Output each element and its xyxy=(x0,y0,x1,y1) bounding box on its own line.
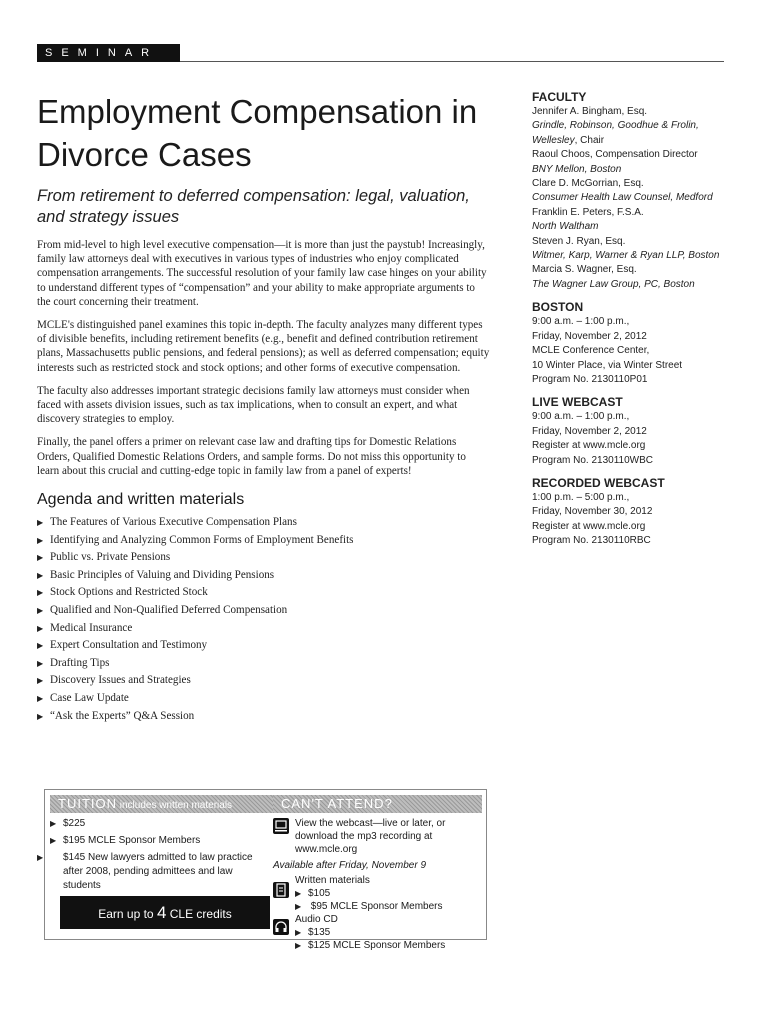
tuition-list xyxy=(37,817,265,896)
tuition-item: ▶ $145 New lawyers admitted to law practice after 2008, pending admittees and law students xyxy=(37,852,253,891)
faculty-name: Franklin E. Peters, F.S.A. xyxy=(532,206,644,218)
agenda-item: ▶ Public vs. Private Pensions xyxy=(37,549,490,567)
tuition-item: ▶ $225 xyxy=(50,818,86,829)
agenda-item: ▶ Qualified and Non-Qualified Deferred Compensation xyxy=(37,602,490,620)
bullet-triangle-icon: ▶ xyxy=(37,711,44,721)
bullet-triangle-icon: ▶ xyxy=(37,606,44,616)
bullet-triangle-icon: ▶ xyxy=(37,588,44,598)
availability-note: Available after Friday, November 9 xyxy=(273,860,427,871)
bullet-triangle-icon: ▶ xyxy=(295,928,302,937)
seminar-label: SEMINAR xyxy=(37,44,180,62)
faculty-affiliation: North Waltham xyxy=(532,221,599,233)
agenda-item: ▶ Identifying and Analyzing Common Forms of Employment Benefits xyxy=(37,532,490,550)
session-detail: Friday, November 2, 2012 xyxy=(532,330,647,342)
faculty-affiliation: Grindle, Robinson, Goodhue & Frolin, Wellesley, Chair xyxy=(532,120,699,146)
agenda-item: ▶ The Features of Various Executive Compensation Plans xyxy=(37,514,490,532)
session-section xyxy=(532,395,732,468)
bullet-triangle-icon: ▶ xyxy=(37,853,44,862)
bullet-triangle-icon: ▶ xyxy=(37,658,44,668)
main-column xyxy=(37,90,490,725)
bullet-triangle-icon: ▶ xyxy=(37,623,44,633)
session-detail: Register at www.mcle.org xyxy=(532,440,646,452)
paragraph: MCLE's distinguished panel examines this topic in-depth. The faculty analyzes many different types of divisible benefits, including retirement benefits (e.g., benefit and defined contribution retirement plans, Massachusetts public pensions, and federal pensions); as well as deferred compensation; equity interests such as restricted stock and stock options; and other forms of executive compensation. xyxy=(37,319,490,374)
agenda-item: ▶ Case Law Update xyxy=(37,690,490,708)
computer-icon xyxy=(273,818,289,834)
cant-attend-heading: CAN'T ATTEND? xyxy=(281,796,393,811)
paragraph: From mid-level to high level executive compensation—it is more than just the paystub! Increasingly, family law attorneys deal with executives in various types of industries who enjoy complicated compensation arrangements. The successful resolution of your family law case hinges on your ability to understand different types of “compensation” and your ability to make appropriate arguments to the court concerning their treatment. xyxy=(37,239,487,308)
bullet-triangle-icon: ▶ xyxy=(50,819,57,828)
session-detail: Register at www.mcle.org xyxy=(532,520,646,532)
bullet-triangle-icon: ▶ xyxy=(37,535,44,545)
session-detail: 9:00 a.m. – 1:00 p.m., xyxy=(532,411,630,423)
session-section xyxy=(532,476,732,549)
agenda-item: ▶ Discovery Issues and Strategies xyxy=(37,672,490,690)
faculty-name: Clare D. McGorrian, Esq. xyxy=(532,178,644,190)
headphones-icon xyxy=(273,919,289,935)
session-detail: Friday, November 30, 2012 xyxy=(532,506,653,518)
audio-cd-option xyxy=(273,913,485,952)
written-label: Written materials xyxy=(295,875,370,886)
audio-label: Audio CD xyxy=(295,914,338,925)
tuition-note: includes written materials xyxy=(117,800,233,811)
faculty-section xyxy=(532,90,732,292)
bullet-triangle-icon: ▶ xyxy=(37,570,44,580)
faculty-affiliation: The Wagner Law Group, PC, Boston xyxy=(532,278,695,290)
faculty-name: Steven J. Ryan, Esq. xyxy=(532,235,626,247)
agenda-item: ▶ Drafting Tips xyxy=(37,655,490,673)
bullet-triangle-icon: ▶ xyxy=(37,518,44,528)
bullet-triangle-icon: ▶ xyxy=(37,676,44,686)
price-line: ▶ $95 MCLE Sponsor Members xyxy=(295,901,443,912)
webcast-option: View the webcast—live or later, or download the mp3 recording at www.mcle.org xyxy=(273,817,485,856)
page-subtitle: From retirement to deferred compensation: legal, valuation, and strategy issues xyxy=(37,187,470,226)
session-heading: BOSTON xyxy=(532,300,584,315)
session-detail: Friday, November 2, 2012 xyxy=(532,425,647,437)
bullet-triangle-icon: ▶ xyxy=(37,641,44,651)
session-detail: 10 Winter Place, via Winter Street xyxy=(532,359,683,371)
tuition-heading: TUITION xyxy=(58,796,117,811)
tuition-box xyxy=(37,789,487,951)
bullet-triangle-icon: ▶ xyxy=(37,553,44,563)
agenda-heading: Agenda and written materials xyxy=(37,491,245,509)
tuition-item: ▶ $195 MCLE Sponsor Members xyxy=(50,835,201,846)
agenda-item: ▶ “Ask the Experts” Q&A Session xyxy=(37,708,490,726)
agenda-item: ▶ Stock Options and Restricted Stock xyxy=(37,584,490,602)
tuition-band xyxy=(50,795,274,813)
bullet-triangle-icon: ▶ xyxy=(295,889,302,898)
session-detail: Program No. 2130110P01 xyxy=(532,373,648,385)
faculty-affiliation: Consumer Health Law Counsel, Medford xyxy=(532,192,713,204)
session-heading: RECORDED WEBCAST xyxy=(532,475,665,490)
session-heading: LIVE WEBCAST xyxy=(532,395,623,410)
sidebar xyxy=(532,90,732,557)
faculty-affiliation: Witmer, Karp, Warner & Ryan LLP, Boston xyxy=(532,250,720,262)
cle-credits-banner: Earn up to 4 CLE credits xyxy=(60,896,270,929)
price-line: ▶ $135 xyxy=(295,927,331,938)
price-line: ▶ $105 xyxy=(295,888,331,899)
session-detail: 1:00 p.m. – 5:00 p.m., xyxy=(532,491,630,503)
page-title: Employment Compensation in Divorce Cases xyxy=(37,93,478,173)
paragraph: Finally, the panel offers a primer on relevant case law and drafting tips for Domestic Relations Orders, Qualified Domestic Relations Orders, and sample forms. Do not miss this opportunity to learn about this crucial and cutting-edge topic in family law from a panel of experts! xyxy=(37,436,466,477)
description xyxy=(37,238,490,478)
session-detail: Program No. 2130110WBC xyxy=(532,454,653,466)
bullet-triangle-icon: ▶ xyxy=(295,902,302,911)
agenda-item: ▶ Expert Consultation and Testimony xyxy=(37,637,490,655)
written-materials-option xyxy=(273,874,485,913)
agenda-list xyxy=(37,514,490,725)
session-detail: Program No. 2130110RBC xyxy=(532,535,651,547)
price-line: ▶ $125 MCLE Sponsor Members xyxy=(295,940,446,951)
faculty-affiliation: BNY Mellon, Boston xyxy=(532,163,622,175)
faculty-name: Marcia S. Wagner, Esq. xyxy=(532,264,637,276)
session-detail: 9:00 a.m. – 1:00 p.m., xyxy=(532,316,630,328)
session-detail: MCLE Conference Center, xyxy=(532,345,650,357)
paragraph: The faculty also addresses important strategic decisions family law attorneys must consider when faced with assets division issues, such as tax implications, when to consult an expert, and what discovery strategies to employ. xyxy=(37,384,470,426)
faculty-name: Jennifer A. Bingham, Esq. xyxy=(532,106,648,117)
document-icon xyxy=(273,882,289,898)
session-section xyxy=(532,300,732,387)
header-rule xyxy=(180,61,724,62)
cant-attend-band xyxy=(273,795,482,813)
faculty-name: Raoul Choos, Compensation Director xyxy=(532,149,698,161)
bullet-triangle-icon: ▶ xyxy=(50,836,57,845)
bullet-triangle-icon: ▶ xyxy=(37,693,44,703)
agenda-item: ▶ Medical Insurance xyxy=(37,620,490,638)
bullet-triangle-icon: ▶ xyxy=(295,941,302,950)
faculty-list xyxy=(532,105,732,292)
sessions xyxy=(532,300,732,548)
agenda-item: ▶ Basic Principles of Valuing and Dividing Pensions xyxy=(37,567,490,585)
cant-attend-list xyxy=(273,817,485,952)
faculty-heading: FACULTY xyxy=(532,90,587,104)
